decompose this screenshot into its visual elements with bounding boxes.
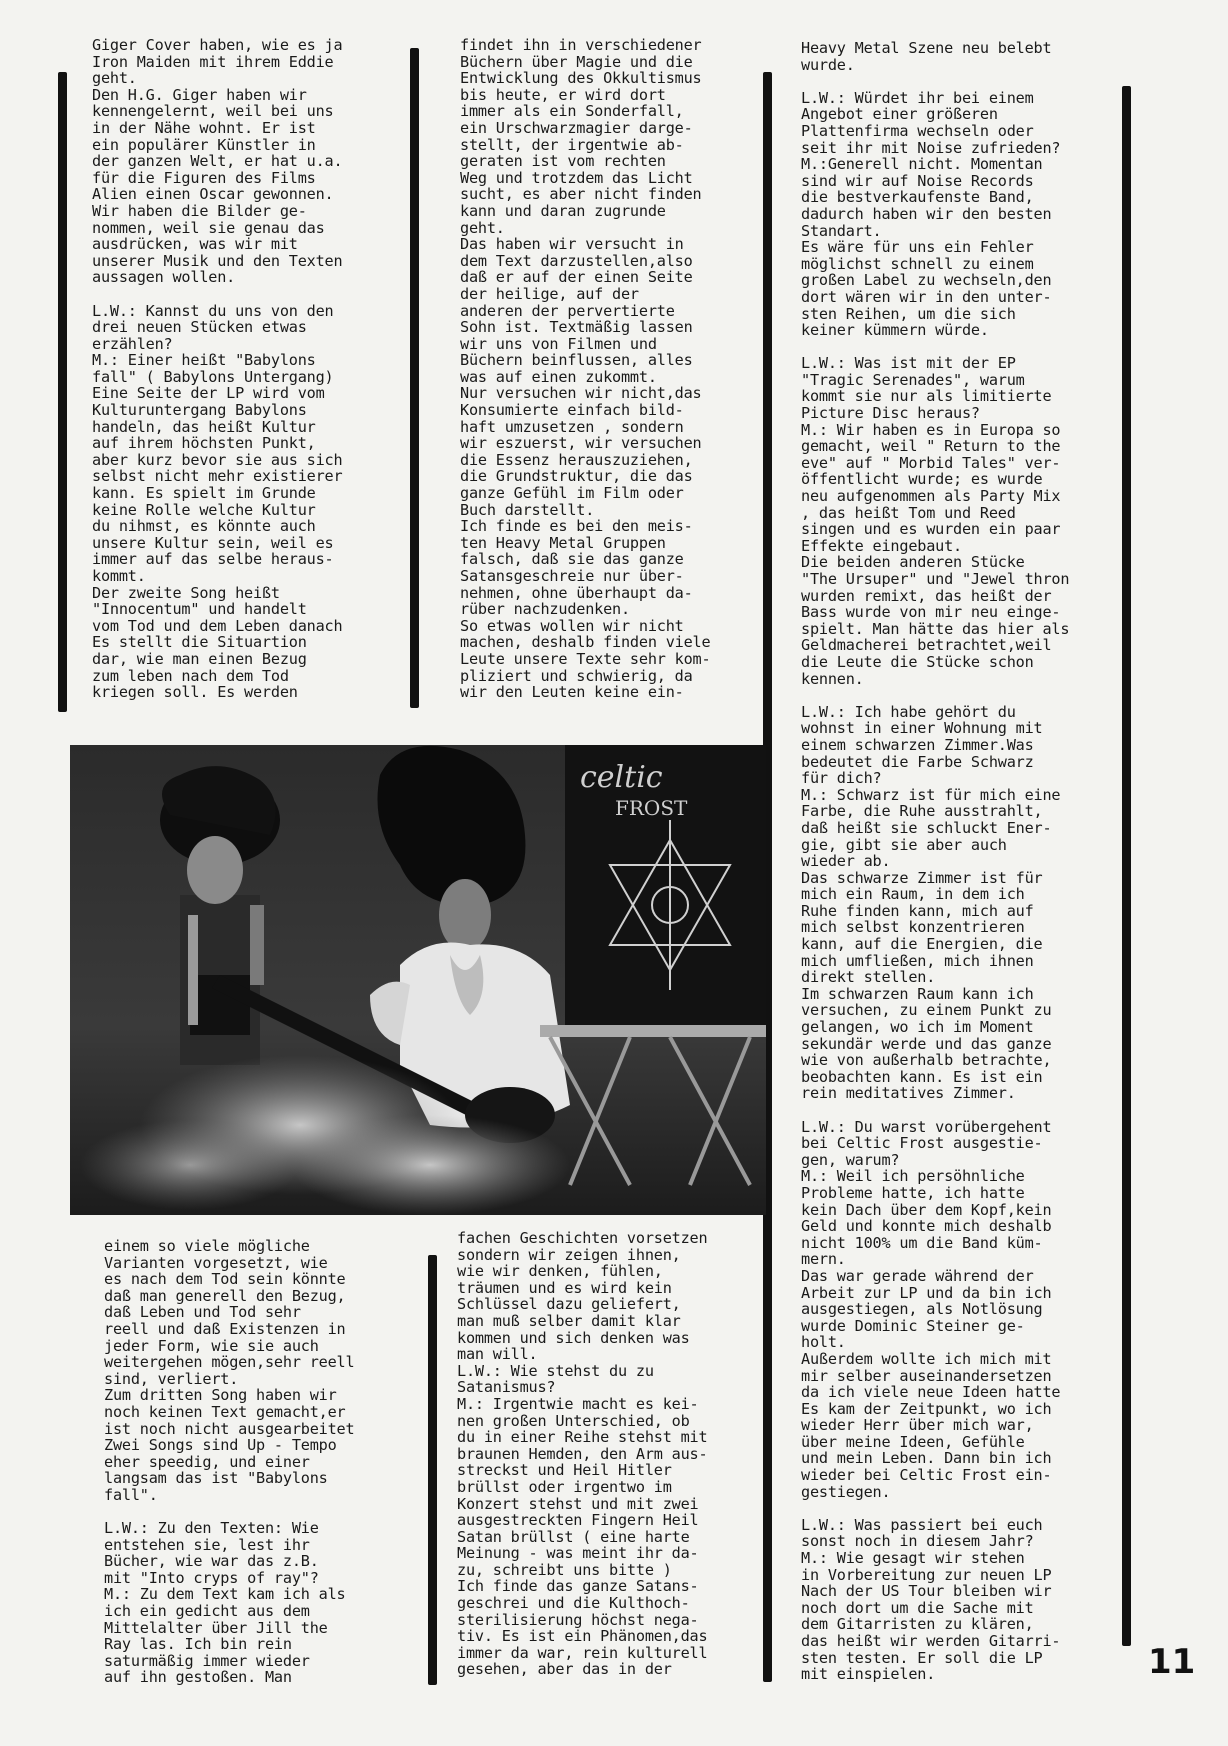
column-rule-middle xyxy=(410,48,419,708)
article-column-1-bottom: einem so viele mögliche Varianten vorgesetzt, wie es nach dem Tod sein könnte daß man generell den Bezug, daß Leben und Tod sehr reell und daß Existenzen in jeder Form, wie sie auch weitergehen mögen,sehr reell sind, verliert. Zum dritten Song haben wir noch keinen Text gemacht,er ist noch nicht ausgearbeitet Zwei Songs sind Up - Tempo eher speedig, und einer langsam das ist "Babylons fall". L.W.: Zu den Texten: Wie entstehen sie, lest ihr Bücher, wie war das z.B. mit "Into cryps of ray"? M.: Zu dem Text kam ich als ich ein gedicht aus dem Mittelalter über Jill the Ray las. Ich bin rein saturmäßig immer wieder auf ihn gestoßen. Man xyxy=(104,1237,355,1687)
article-column-2-top: findet ihn in verschiedener Büchern über Magie und die Entwicklung des Okkultismus bis heute, er wird dort immer als ein Sonderfall, ein Urschwarzmagier darge- stellt, der irgentwie ab- geraten ist vom rechten Weg und trotzdem das Licht sucht, es aber nicht finden kann und daran zugrunde geht. Das haben wir versucht in dem Text darzustellen,also daß er auf der einen Seite der heilige, auf der anderen der pervertierte Sohn ist. Textmäßig lassen wir uns von Filmen und Büchern beinflussen, alles was auf einen zukommt. Nur versuchen wir nicht,das Konsumierte einfach bild- haft umzusetzen , sondern wir eszuerst, wir versuchen die Essenz herauszuziehen, die Grundstruktur, die das ganze Gefühl im Film oder Buch darstellt. Ich finde es bei den meis- ten Heavy Metal Gruppen falsch, daß sie das ganze Satansgeschreie nur über- nehmen, ohne überhaupt da- rüber nachzudenken. So etwas wollen wir nicht machen, deshalb finden viele Leute unsere Texte sehr kom- pliziert und schwierig, da wir den Leuten keine ein- xyxy=(460,36,711,702)
page-number: 11 xyxy=(1148,1642,1196,1682)
column-rule-left xyxy=(58,72,67,712)
column-rule-bottom xyxy=(428,1255,437,1685)
band-banner-subtitle: FROST xyxy=(615,796,688,820)
article-column-3: Heavy Metal Szene neu belebt wurde. L.W.: Würdet ihr bei einem Angebot einer größeren Plattenfirma wechseln oder seit ihr mit Noise zufrieden? M.:Generell nicht. Momentan sind wir auf Noise Records die bestverkaufenste Band, dadurch haben wir den besten Standart. Es wäre für uns ein Fehler möglichst schnell zu einem großen Label zu wechseln,den dort wären wir in den unter- sten Reihen, um die sich keiner kümmern würde. L.W.: Was ist mit der EP "Tragic Serenades", warum kommt sie nur als limitierte Picture Disc heraus? M.: Wir haben es in Europa so gemacht, weil " Return to the eve" auf " Morbid Tales" ver- öffentlicht wurde; es wurde neu aufgenommen als Party Mix , das heißt Tom und Reed singen und es wurden ein paar Effekte eingebaut. Die beiden anderen Stücke "The Ursuper" und "Jewel thron wurden remixt, das heißt der Bass wurde von mir neu einge- spielt. Man hätte das hier als Geldmacherei betrachtet,weil die Leute die Stücke schon kennen. L.W.: Ich habe gehört du wohnst in einer Wohnung mit einem schwarzen Zimmer.Was bedeutet die Farbe Schwarz für dich? M.: Schwarz ist für mich eine Farbe, die Ruhe ausstrahlt, daß heißt sie schluckt Ener- gie, gibt sie aber auch wieder ab. Das schwarze Zimmer ist für mich ein Raum, in dem ich Ruhe finden kann, mich auf mich selbst konzentrieren kann, auf die Energien, die mich umfließen, mich ihnen direkt stellen. Im schwarzen Raum kann ich versuchen, zu einem Punkt zu gelangen, wo ich im Moment sekundär werde und das ganze wie von außerhalb betrachte, beobachten kann. Es ist ein rein meditatives Zimmer. L.W.: Du warst vorübergehent bei Celtic Frost ausgestie- gen, warum? M.: Weil ich persöhnliche Probleme hatte, ich hatte kein Dach über dem Kopf,kein Geld und konnte mich deshalb nicht 100% um die Band küm- mern. Das war gerade während der Arbeit zur LP und da bin ich ausgestiegen, als Notlösung wurde Dominic Steiner ge- holt. Außerdem wollte ich mich mit mir selber auseinandersetzen da ich viele neue Ideen hatte Es kam der Zeitpunkt, wo ich wieder Herr über mich war, über meine Ideen, Gefühle und mein Leben. Dann bin ich wieder bei Celtic Frost ein- gestiegen. L.W.: Was passiert bei euch sonst noch in diesem Jahr? M.: Wie gesagt wir stehen in Vorbereitung zur neuen LP Nach der US Tour bleiben wir noch dort um die Sache mit dem Gitarristen zu klären, das heißt wir werden Gitarri- sten testen. Er soll die LP mit einspielen. xyxy=(801,39,1070,1684)
concert-photo-illustration xyxy=(70,745,766,1215)
article-column-1-top: Giger Cover haben, wie es ja Iron Maiden mit ihrem Eddie geht. Den H.G. Giger haben wir kennengelernt, weil bei uns in der Nähe wohnt. Er ist ein populärer Künstler in der ganzen Welt, er hat u.a. für die Figuren des Films Alien einen Oscar gewonnen. Wir haben die Bilder ge- nommen, weil sie genau das ausdrücken, was wir mit unserer Musik und den Texten aussagen wollen. L.W.: Kannst du uns von den drei neuen Stücken etwas erzählen? M.: Einer heißt "Babylons fall" ( Babylons Untergang) Eine Seite der LP wird vom Kulturuntergang Babylons handeln, das heißt Kultur auf ihrem höchsten Punkt, aber kurz bevor sie aus sich selbst nicht mehr existierer kann. Es spielt im Grunde keine Rolle welche Kultur du nihmst, es könnte auch unsere Kultur sein, weil es immer auf das selbe heraus- kommt. Der zweite Song heißt "Innocentum" und handelt vom Tod und dem Leben danach Es stellt die Situartion dar, wie man einen Bezug zum leben nach dem Tod kriegen soll. Es werden xyxy=(92,36,343,702)
page-edge-rule xyxy=(1122,86,1131,1646)
band-banner-logo: celtic xyxy=(580,760,663,795)
article-column-2-bottom: fachen Geschichten vorsetzen sondern wir zeigen ihnen, wie wir denken, fühlen, träumen und es wird kein Schlüssel dazu geliefert, man muß selber damit klar kommen und sich denken was man will. L.W.: Wie stehst du zu Satanismus? M.: Irgentwie macht es kei- nen großen Unterschied, ob du in einer Reihe stehst mit braunen Hemden, den Arm aus- streckst und Heil Hitler brüllst oder irgentwo im Konzert stehst und mit zwei ausgestreckten Fingern Heil Satan brüllst ( eine harte Meinung - was meint ihr da- zu, schreibt uns bitte ) Ich finde das ganze Satans- geschrei und die Kulthoch- sterilisierung höchst nega- tiv. Es ist ein Phänomen,das immer da war, rein kulturell gesehen, aber das in der xyxy=(457,1229,708,1679)
concert-photo xyxy=(70,745,766,1215)
